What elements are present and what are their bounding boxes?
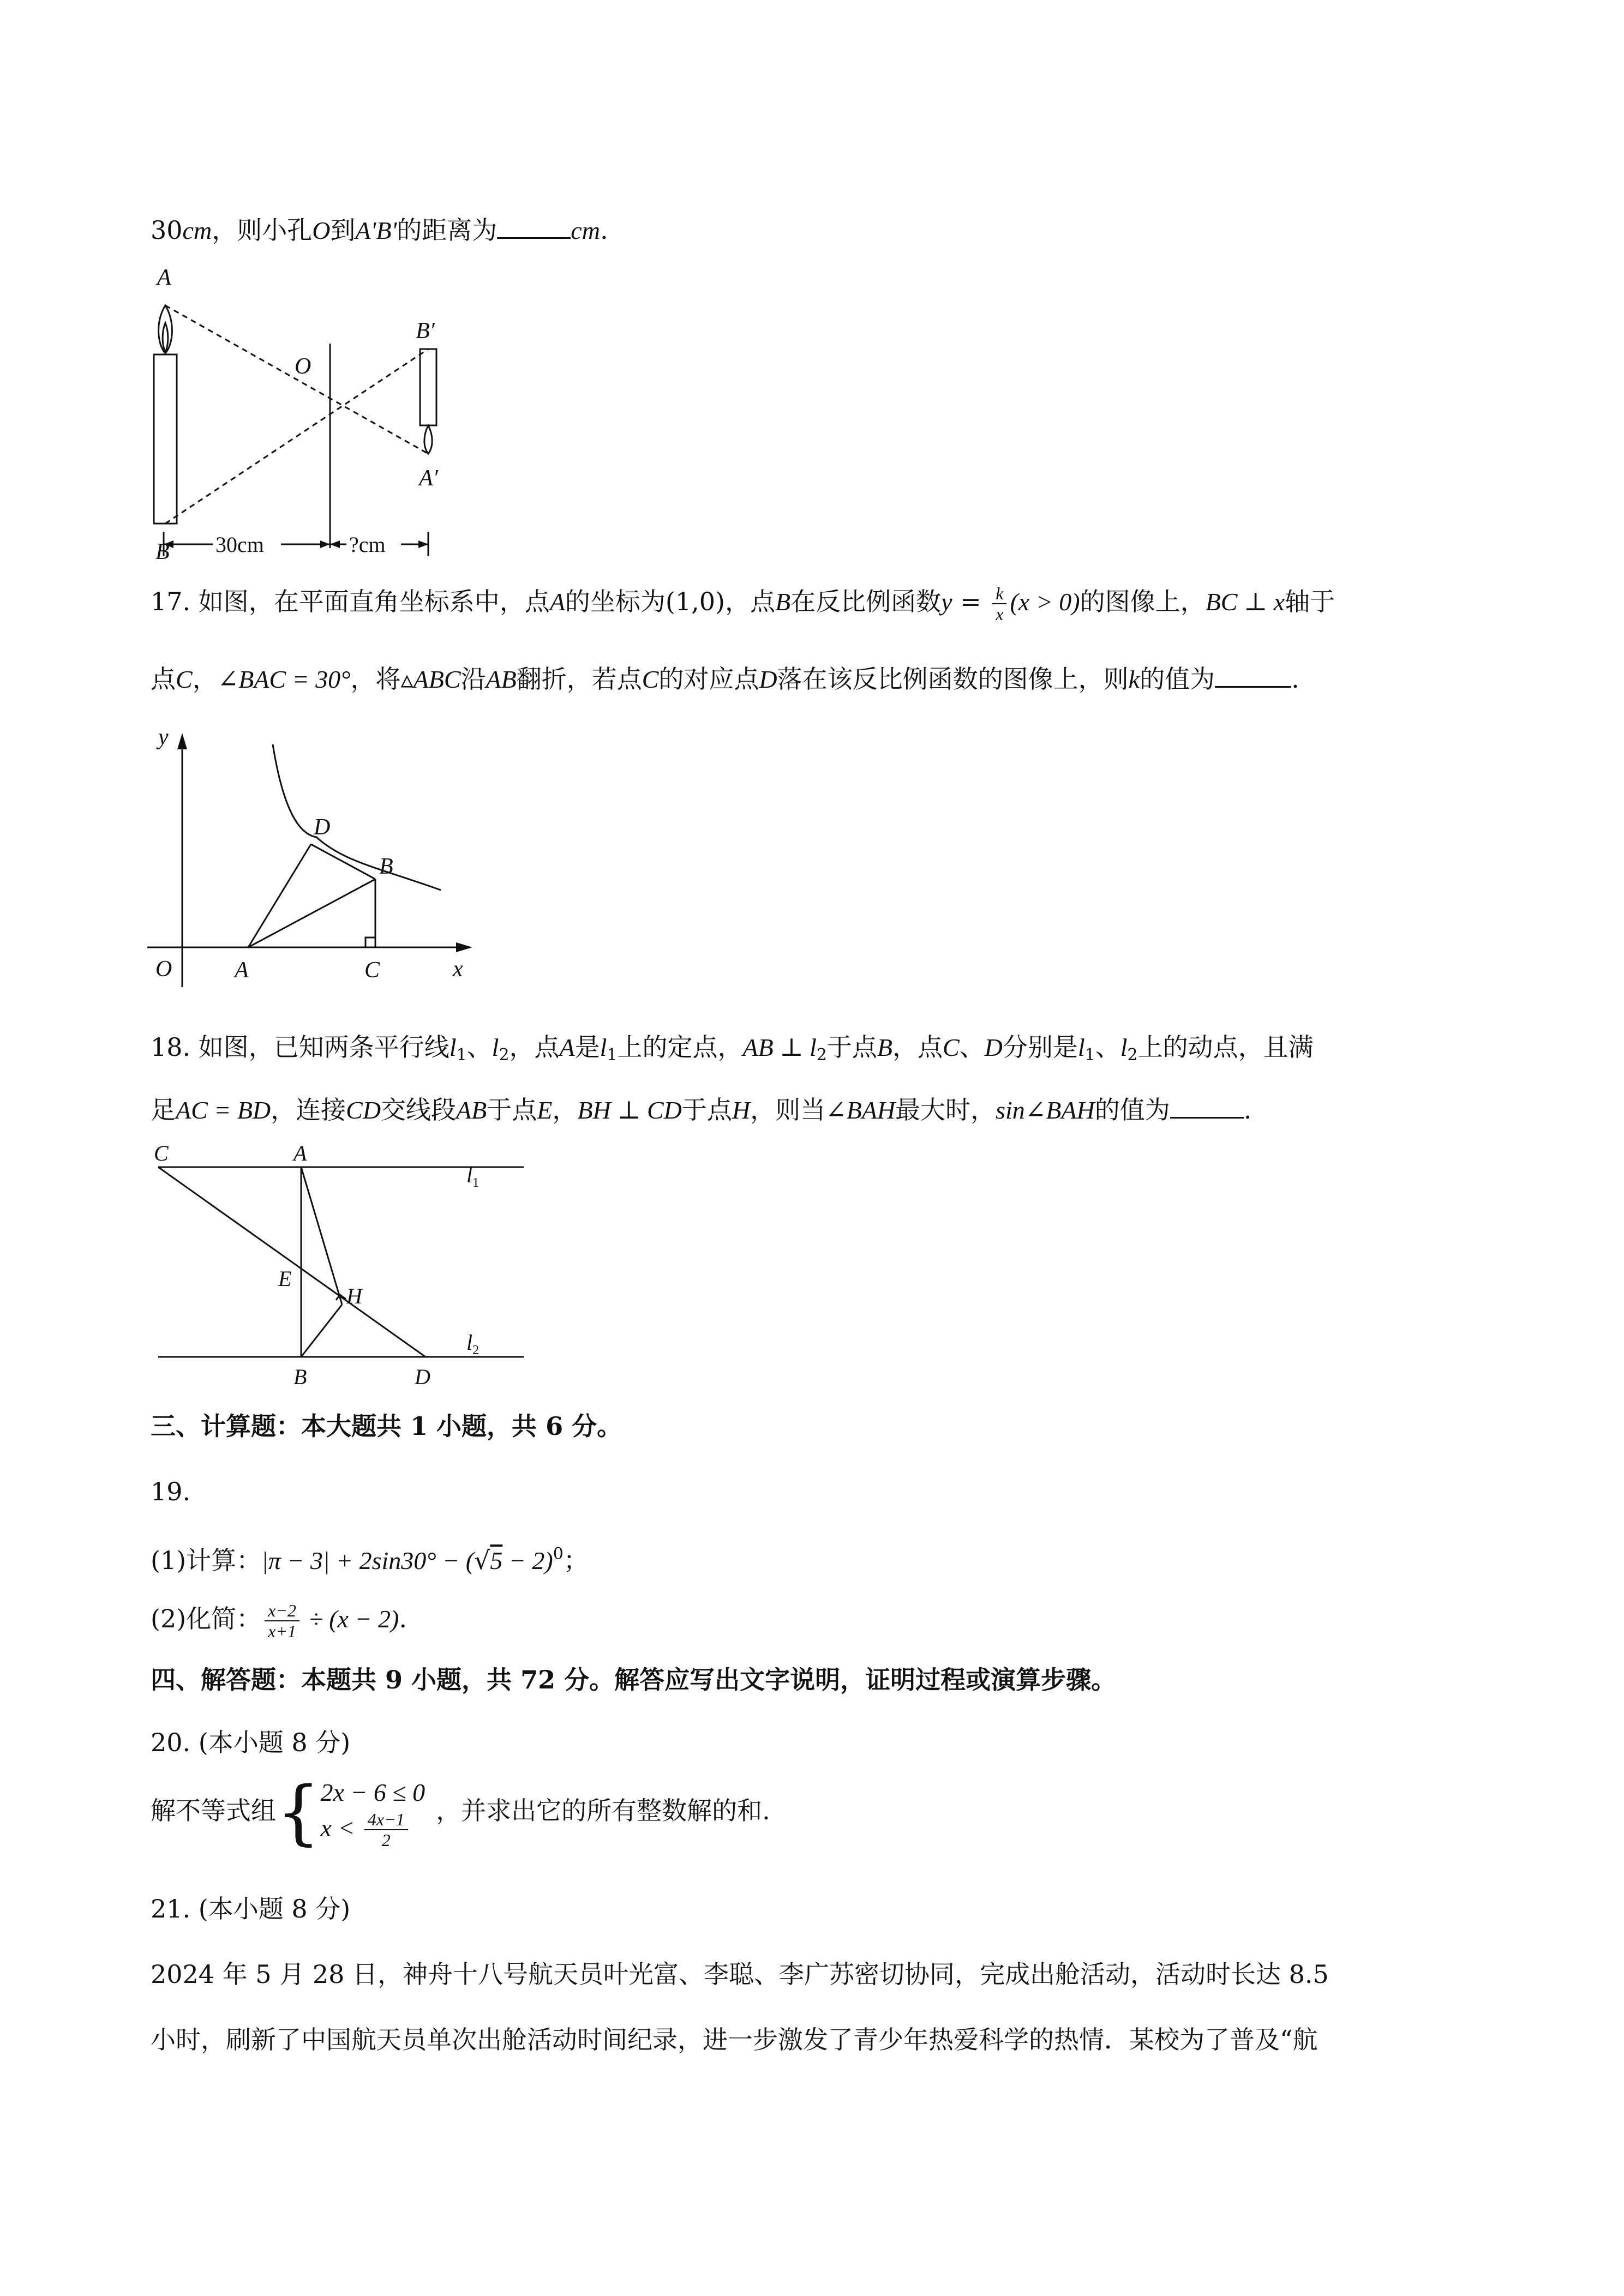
label-D: D (415, 1365, 430, 1389)
answer-blank[interactable] (1170, 1095, 1244, 1119)
label-y: y (158, 725, 169, 750)
label-D: D (314, 815, 331, 840)
segment-CD (158, 1167, 426, 1357)
label-A: A (293, 1141, 307, 1165)
label-O: O (295, 354, 311, 379)
label-Ap: A′ (419, 466, 438, 491)
k-over-x: $\frac{k}{x}$ (992, 584, 1006, 624)
label-B: B (293, 1365, 307, 1389)
pinhole-figure (147, 262, 453, 567)
dist-left: 30cm (215, 532, 264, 557)
label-B: B (155, 539, 170, 564)
label-E: E (278, 1266, 292, 1291)
q19-number: 19. (151, 1477, 191, 1506)
inequality-system: 2x − 6 ≤ 0 x < $\frac{4x-1}{2}$ (320, 1778, 426, 1850)
dist-right: ?cm (349, 532, 386, 557)
section-3-heading: 三、计算题：本大题共 1 小题，共 6 分。 (151, 1411, 622, 1441)
label-x: x (453, 957, 463, 982)
hyperbola-figure (147, 725, 486, 993)
q17-line1: 17. 如图，在平面直角坐标系中，点A的坐标为(1,0)，点B在反比例函数y = $\frac{k}{x}$ (x > 0)的图像上，BC ⊥ x轴于 (151, 584, 1335, 624)
candle (154, 354, 177, 524)
q19-part1: (1)计算：$|\pi - 3| + 2\sin 30^\circ - (√5 - 2)^0$； (151, 1544, 589, 1575)
q18-line2: 足AC = BD，连接CD交线段AB于点E，BH ⊥ CD于点H，则当∠BAH最大时，sin∠BAH的值为 . (151, 1095, 1252, 1125)
q21-line2: 小时，刷新了中国航天员单次出舱活动时间纪录，进一步激发了青少年热爱科学的热情．某校为了普及“航 (151, 2025, 1318, 2054)
label-l1: $l_1$ (466, 1163, 480, 1190)
label-A: A (235, 958, 249, 983)
parallel-lines-figure (147, 1140, 540, 1396)
label-l2: $l_2$ (466, 1330, 480, 1357)
q18-line1: 18. 如图，已知两条平行线$l_1$、$l_2$，点A是$l_1$上的定点，AB ⊥ $l_2$于点B，点C、D分别是$l_1$、$l_2$上的动点，且满 (151, 1032, 1314, 1065)
section-4-heading: 四、解答题：本题共 9 小题，共 72 分。解答应写出文字说明，证明过程或演算步骤。 (151, 1665, 1117, 1694)
q21-line1: 2024 年 5 月 28 日，神舟十八号航天员叶光富、李聪、李广苏密切协同，完成出舱活动，活动时长达 8.5 (151, 1960, 1329, 1989)
q21-heading: 21. (本小题 8 分) (151, 1894, 351, 1924)
label-C: C (364, 958, 380, 983)
left-brace: { (276, 1772, 321, 1853)
label-H: H (346, 1284, 362, 1308)
label-B: B (379, 854, 393, 879)
q19-part2: (2)化简： $\frac{x-2}{x+1}$ ÷ (x − 2). (151, 1601, 407, 1641)
q20-body: 解不等式组{ 2x − 6 ≤ 0 x < $\frac{4x-1}{2}$ ，并求出它的所有整数解的和. (151, 1772, 770, 1853)
candle-flame (159, 305, 172, 353)
q16-text: 30cm，则小孔O到A'B'的距离为 cm. (151, 215, 608, 245)
q20-heading: 20. (本小题 8 分) (151, 1728, 351, 1757)
segment-BH (301, 1305, 342, 1357)
label-Bp: B′ (416, 318, 435, 344)
label-A: A (157, 265, 171, 290)
ray-a (165, 305, 428, 454)
q17-line2: 点C，∠BAC = 30°，将▵ABC沿AB翻折，若点C的对应点D落在该反比例函数的图像上，则k的值为 . (151, 664, 1299, 694)
answer-blank[interactable] (1215, 664, 1291, 688)
answer-blank[interactable] (497, 215, 571, 239)
label-O: O (155, 957, 172, 982)
label-C: C (154, 1141, 169, 1165)
fraction: $\frac{x-2}{x+1}$ (265, 1601, 299, 1641)
image-candle (420, 349, 436, 425)
